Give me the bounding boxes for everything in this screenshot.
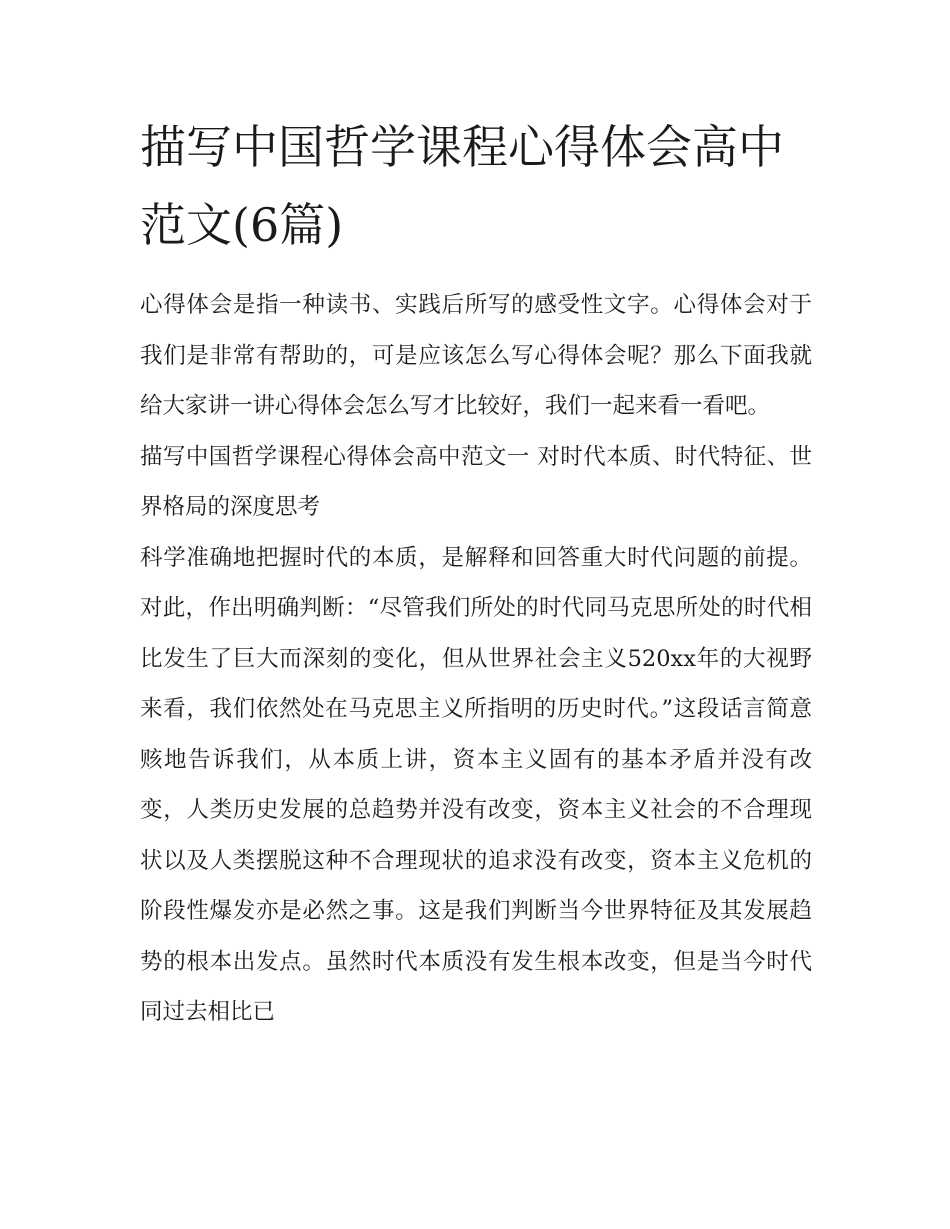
- body-paragraph: 科学准确地把握时代的本质，是解释和回答重大时代问题的前提。对此，作出明确判断：“尽管我们所处的时代同马克思所处的时代相比发生了巨大而深刻的变化，但从世界社会主义520xx年的大视野来看，我们依然处在马克思主义所指明的历史时代。”这段话言简意赅地告诉我们，从本质上讲，资本主义固有的基本矛盾并没有改变，人类历史发展的总趋势并没有改变，资本主义社会的不合理现状以及人类摆脱这种不合理现状的追求没有改变，资本主义危机的阶段性爆发亦是必然之事。这是我们判断当今世界特征及其发展趋势的根本出发点。虽然时代本质没有发生根本改变，但是当今时代同过去相比已: [140, 544, 812, 1025]
- intro-paragraph: 心得体会是指一种读书、实践后所写的感受性文字。心得体会对于我们是非常有帮助的，可是应该怎么写心得体会呢？那么下面我就给大家讲一讲心得体会怎么写才比较好，我们一起来看一看吧。: [140, 292, 812, 419]
- document-body: [140, 280, 812, 1038]
- document-title: 描写中国哲学课程心得体会高中范文(6篇): [140, 120, 784, 252]
- section-heading: 描写中国哲学课程心得体会高中范文一 对时代本质、时代特征、世界格局的深度思考: [140, 443, 812, 520]
- document-content: [140, 108, 812, 1038]
